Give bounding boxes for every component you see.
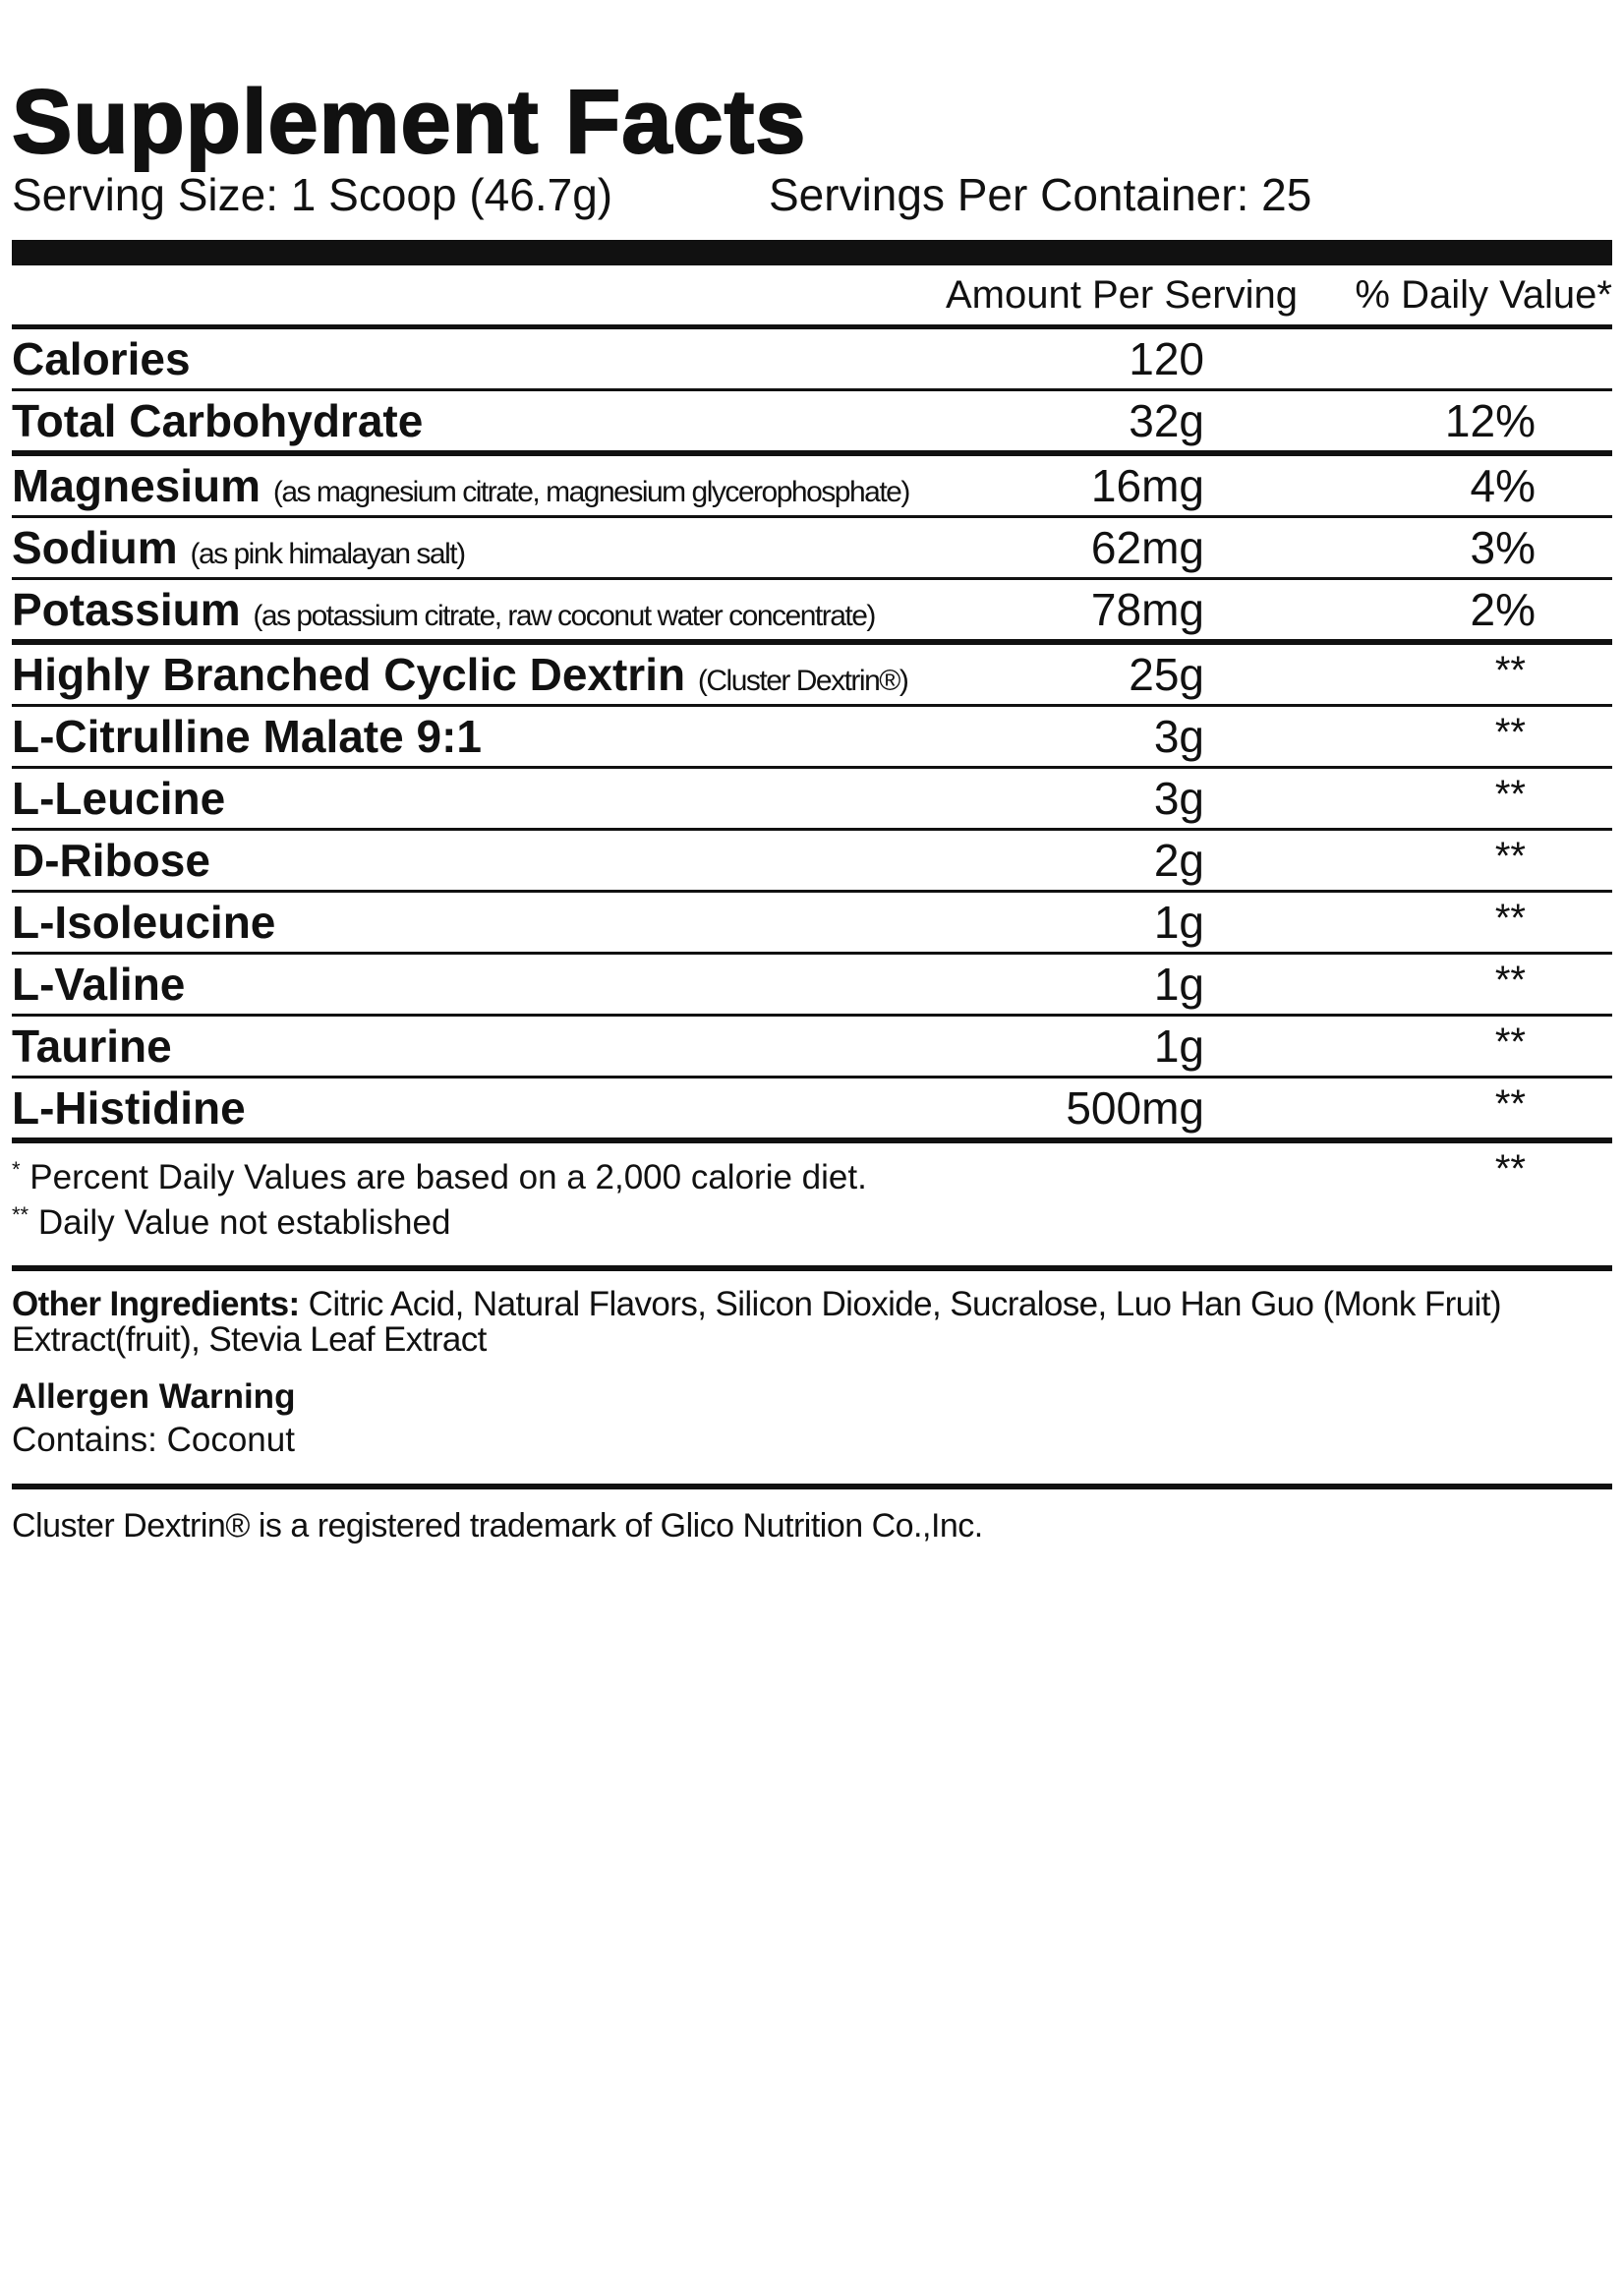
nutrient-source-note: (as pink himalayan salt) (190, 538, 465, 570)
nutrient-daily-value: 4% (1470, 460, 1536, 511)
nutrient-daily-value: ** (1494, 1082, 1526, 1126)
nutrient-name: Magnesium (12, 460, 261, 511)
footnote-not-established (12, 1200, 1612, 1246)
nutrient-row (12, 580, 1612, 645)
nutrient-row (12, 329, 1612, 391)
serving-info (12, 167, 1612, 222)
nutrient-row (12, 893, 1612, 955)
nutrient-amount: 3g (1153, 711, 1204, 762)
footnote-daily-value-text: Percent Daily Values are based on a 2,000 calorie diet. (20, 1158, 867, 1196)
footnote-star-symbol: * (12, 1157, 21, 1182)
nutrient-name-cell (12, 1081, 958, 1135)
nutrient-row (12, 707, 1612, 769)
nutrient-name: L-Leucine (12, 773, 226, 824)
serving-size: Serving Size: 1 Scoop (46.7g) (12, 169, 613, 220)
nutrient-name: L-Isoleucine (12, 897, 276, 948)
nutrient-name-cell (12, 521, 958, 574)
thick-divider (12, 240, 1612, 265)
nutrient-source-note: (as magnesium citrate, magnesium glycerophosphate) (272, 476, 909, 508)
servings-per-container: Servings Per Container: 25 (769, 169, 1312, 220)
footnotes (12, 1143, 1612, 1271)
nutrient-name: L-Histidine (12, 1082, 246, 1134)
nutrient-name-cell (12, 1020, 958, 1073)
nutrient-amount: 3g (1153, 773, 1204, 824)
nutrient-row (12, 769, 1612, 831)
nutrient-name: Calories (12, 333, 191, 384)
nutrient-amount: 32g (1129, 395, 1204, 446)
nutrient-daily-value: ** (1494, 773, 1526, 816)
allergen-contains: Contains: Coconut (12, 1421, 295, 1459)
nutrient-name: Taurine (12, 1020, 172, 1072)
label-title: Supplement Facts (12, 72, 807, 172)
footnote-double-star-symbol: ** (12, 1202, 29, 1227)
nutrient-rows (12, 329, 1612, 1143)
nutrient-amount: 78mg (1090, 584, 1204, 635)
nutrient-daily-value: ** (1494, 959, 1526, 1002)
nutrient-row (12, 1079, 1612, 1143)
nutrient-name-cell (12, 583, 958, 636)
nutrient-daily-value: ** (1494, 711, 1526, 754)
nutrient-name-cell (12, 710, 958, 763)
column-header (12, 265, 1612, 329)
nutrient-amount: 1g (1153, 897, 1204, 948)
nutrient-name-cell (12, 332, 958, 385)
nutrient-amount: 25g (1129, 649, 1204, 700)
other-ingredients-label: Other Ingredients: (12, 1285, 300, 1323)
nutrient-name-cell (12, 772, 958, 825)
nutrient-amount: 16mg (1090, 460, 1204, 511)
nutrient-name: D-Ribose (12, 835, 210, 886)
nutrient-daily-value: ** (1494, 1020, 1526, 1064)
trademark-notice: Cluster Dextrin® is a registered trademark of Glico Nutrition Co.,Inc. (12, 1507, 983, 1545)
nutrient-amount: 500mg (1066, 1082, 1204, 1134)
nutrient-source-note: (Cluster Dextrin®) (697, 665, 908, 697)
daily-value-header: % Daily Value* (1355, 272, 1612, 317)
nutrient-daily-value: ** (1494, 649, 1526, 692)
nutrient-name-cell (12, 958, 958, 1011)
nutrient-name-cell (12, 648, 958, 701)
nutrient-source-note: (as potassium citrate, raw coconut water concentrate) (253, 600, 875, 632)
nutrient-name-cell (12, 459, 958, 512)
nutrient-name-cell (12, 394, 958, 447)
bottom-divider (12, 1484, 1612, 1489)
nutrient-name-cell (12, 834, 958, 887)
nutrient-daily-value: 12% (1444, 395, 1536, 446)
other-ingredients-text: Citric Acid, Natural Flavors, Silicon Dioxide, Sucralose, Luo Han Guo (Monk Fruit) Extract(fruit), Stevia Leaf Extract (12, 1285, 1501, 1359)
nutrient-name: Total Carbohydrate (12, 395, 424, 446)
footnote-daily-value (12, 1155, 1612, 1200)
footnote-extra-stars: ** (1494, 1147, 1526, 1191)
nutrient-name: Sodium (12, 522, 178, 573)
nutrient-amount: 1g (1153, 959, 1204, 1010)
nutrient-row (12, 645, 1612, 707)
footnote-not-established-text: Daily Value not established (29, 1203, 451, 1242)
supplement-facts-label (12, 72, 1612, 1545)
allergen-warning-label: Allergen Warning (12, 1377, 296, 1416)
nutrient-row (12, 456, 1612, 518)
nutrient-name: Highly Branched Cyclic Dextrin (12, 649, 686, 700)
nutrient-daily-value: ** (1494, 897, 1526, 940)
nutrient-name: Potassium (12, 584, 241, 635)
nutrient-daily-value: 3% (1470, 522, 1536, 573)
nutrient-amount: 62mg (1090, 522, 1204, 573)
nutrient-amount: 120 (1129, 333, 1204, 384)
nutrient-amount: 1g (1153, 1020, 1204, 1072)
amount-per-serving-header: Amount Per Serving (946, 272, 1298, 317)
nutrient-name: L-Citrulline Malate 9:1 (12, 711, 482, 762)
nutrient-name-cell (12, 896, 958, 949)
nutrient-daily-value: 2% (1470, 584, 1536, 635)
nutrient-row (12, 391, 1612, 456)
other-ingredients (12, 1287, 1612, 1358)
nutrient-row (12, 518, 1612, 580)
nutrient-row (12, 955, 1612, 1017)
nutrient-name: L-Valine (12, 959, 186, 1010)
nutrient-daily-value: ** (1494, 835, 1526, 878)
nutrient-row (12, 1017, 1612, 1079)
allergen-warning (12, 1375, 1612, 1462)
nutrient-row (12, 831, 1612, 893)
nutrient-amount: 2g (1153, 835, 1204, 886)
